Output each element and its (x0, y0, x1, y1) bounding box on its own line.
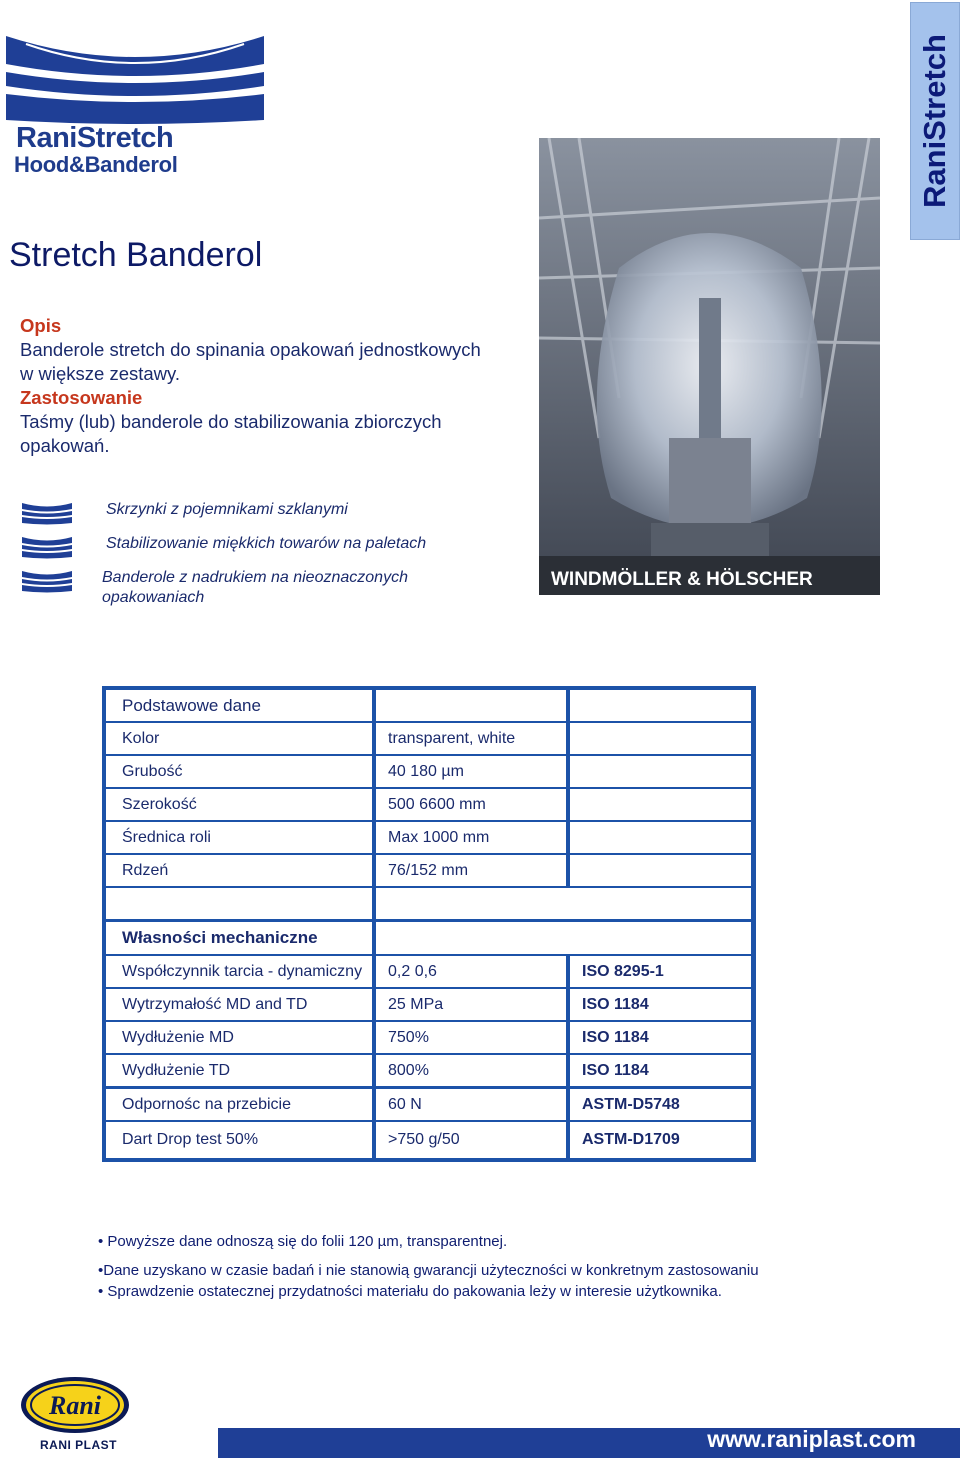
rani-oval-logo-icon (18, 1374, 132, 1436)
basic-row-value: transparent, white (376, 723, 566, 754)
table-cell (570, 855, 751, 886)
mech-row-standard: ASTM-D5748 (570, 1089, 751, 1120)
brand-subname: Hood&Banderol (14, 152, 178, 177)
description-line: Banderole stretch do spinania opakowań jednostkowych (20, 339, 481, 360)
banderol-emblem-icon (6, 36, 264, 126)
basic-row-value: 500 6600 mm (376, 789, 566, 820)
table-cell (570, 723, 751, 754)
rani-logo (18, 1374, 132, 1436)
footnote: • Powyższe dane odnoszą się do folii 120 µm, transparentnej. (98, 1233, 508, 1250)
mech-row-value: 800% (376, 1055, 566, 1086)
basic-row-name: Rdzeń (106, 855, 372, 886)
table-cell (376, 888, 751, 919)
mech-row-name: Wytrzymałość MD and TD (106, 989, 372, 1020)
mech-row-name: Współczynnik tarcia - dynamiczny (106, 956, 372, 987)
feature-label-line: Banderole z nadrukiem na nieoznaczonych (102, 569, 408, 586)
banderol-bullet-icon (20, 568, 74, 594)
page-title: Stretch Banderol (9, 236, 263, 274)
table-cell (376, 922, 751, 954)
table-cell (570, 690, 751, 721)
mech-row-standard: ISO 1184 (570, 1022, 751, 1053)
mech-row-standard: ISO 8295-1 (570, 956, 751, 987)
feature-label (102, 568, 408, 608)
table-cell (570, 756, 751, 787)
feature-label: Skrzynki z pojemnikami szklanymi (106, 501, 348, 518)
feature-label-line: opakowaniach (102, 589, 205, 606)
banderol-bullet-icon (20, 500, 74, 526)
basic-row-value: Max 1000 mm (376, 822, 566, 853)
banderol-bullet-icon (20, 534, 74, 560)
company-name: RANI PLAST (40, 1438, 117, 1452)
mech-row-standard: ISO 1184 (570, 989, 751, 1020)
basic-row-name: Kolor (106, 723, 372, 754)
mech-row-name: Wydłużenie MD (106, 1022, 372, 1053)
photo-caption: WINDMÖLLER & HÖLSCHER (551, 569, 813, 590)
basic-heading: Podstawowe dane (106, 690, 372, 721)
website-link[interactable]: www.raniplast.com (707, 1426, 916, 1452)
basic-row-name: Grubość (106, 756, 372, 787)
mech-row-name: Dart Drop test 50% (106, 1122, 372, 1158)
mech-row-value: 25 MPa (376, 989, 566, 1020)
mech-row-standard: ISO 1184 (570, 1055, 751, 1086)
usage-heading: Zastosowanie (20, 387, 143, 408)
description-section (20, 314, 481, 458)
footnote: •Dane uzyskano w czasie badań i nie stanowią gwarancji użyteczności w konkretnym zastosowaniu (98, 1262, 759, 1279)
basic-row-name: Średnica roli (106, 822, 372, 853)
basic-row-value: 76/152 mm (376, 855, 566, 886)
mech-row-name: Odpornośc na przebicie (106, 1089, 372, 1120)
rani-logo-text: Rani (48, 1391, 102, 1420)
film-bubble-illustration (539, 138, 880, 595)
mech-row-name: Wydłużenie TD (106, 1055, 372, 1086)
footnote: • Sprawdzenie ostatecznej przydatności materiału do pakowania leży w interesie użytkownika. (98, 1283, 722, 1300)
brand-name: RaniStretch (16, 122, 174, 154)
side-tab (910, 2, 960, 240)
usage-line: Taśmy (lub) banderole do stabilizowania zbiorczych (20, 411, 442, 432)
usage-line: opakowań. (20, 435, 110, 456)
mech-heading: Własności mechaniczne (106, 922, 372, 954)
mech-row-standard: ASTM-D1709 (570, 1122, 751, 1158)
table-cell (376, 690, 566, 721)
description-heading: Opis (20, 315, 62, 336)
mech-row-value: 60 N (376, 1089, 566, 1120)
side-tab-label: RaniStretch (917, 34, 952, 208)
mech-row-value: >750 g/50 (376, 1122, 566, 1158)
table-cell (570, 789, 751, 820)
description-line: w większe zestawy. (20, 363, 181, 384)
mech-row-value: 0,2 0,6 (376, 956, 566, 987)
mech-row-value: 750% (376, 1022, 566, 1053)
product-photo (539, 138, 880, 595)
feature-label: Stabilizowanie miękkich towarów na paletach (106, 535, 427, 552)
table-cell (570, 822, 751, 853)
data-table (102, 686, 756, 1162)
basic-row-name: Szerokość (106, 789, 372, 820)
basic-row-value: 40 180 µm (376, 756, 566, 787)
table-cell (106, 888, 372, 919)
ranistretch-logo (6, 36, 264, 176)
